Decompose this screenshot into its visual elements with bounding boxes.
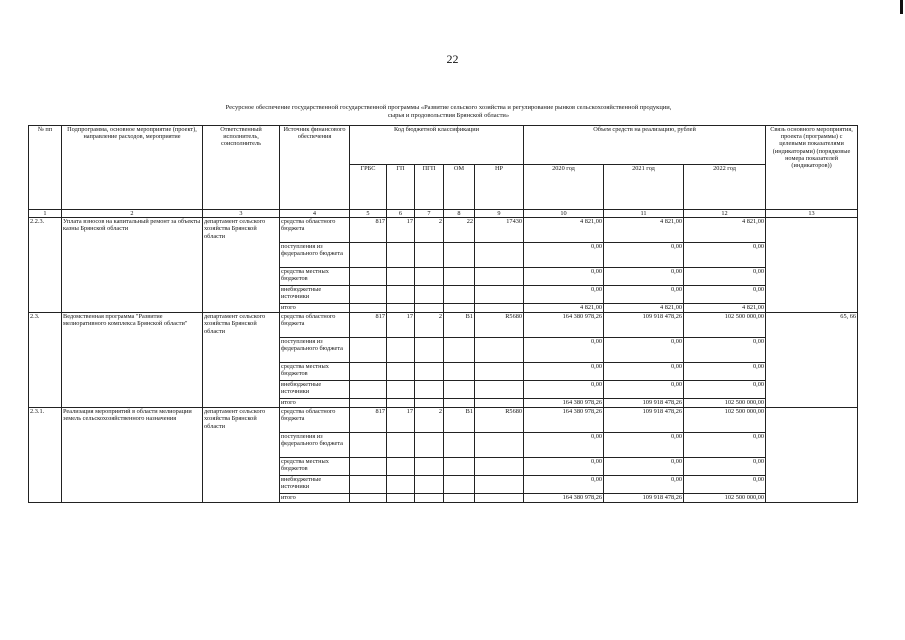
gp-code	[387, 304, 415, 313]
pgp-code: 2	[415, 313, 444, 338]
om-code	[444, 304, 475, 313]
amount-2020: 0,00	[524, 458, 604, 476]
om-code	[444, 458, 475, 476]
header-num: № пп	[29, 126, 62, 210]
om-code	[444, 476, 475, 494]
funding-source: средства областного бюджета	[280, 218, 350, 243]
grbs-code	[350, 338, 387, 363]
om-code: В1	[444, 408, 475, 433]
amount-2020: 0,00	[524, 338, 604, 363]
om-code	[444, 268, 475, 286]
indicator-link	[766, 408, 858, 503]
funding-source: средства местных бюджетов	[280, 363, 350, 381]
header-gp: ГП	[387, 165, 415, 210]
grbs-code	[350, 494, 387, 503]
header-indicator-link: Связь основного мероприятия, проекта (программы) с целевыми показателями (индикаторами) (порядковые номера показателей (индикаторов))	[766, 126, 858, 210]
amount-2021: 4 821,00	[604, 304, 684, 313]
caption-line-1: Ресурсное обеспечение государственной государственной программы «Развитие сельского хозяйства и регулирование рынков сельскохозяйственной продукции,	[225, 104, 672, 111]
grbs-code: 817	[350, 218, 387, 243]
executor: департамент сельского хозяйства Брянской области	[203, 313, 280, 408]
om-code	[444, 243, 475, 268]
grbs-code	[350, 304, 387, 313]
amount-2021: 0,00	[604, 433, 684, 458]
om-code: В1	[444, 313, 475, 338]
column-number: 13	[766, 210, 858, 218]
amount-2022: 0,00	[684, 433, 766, 458]
gp-code: 17	[387, 408, 415, 433]
column-number-row	[29, 210, 858, 218]
grbs-code	[350, 433, 387, 458]
grbs-code	[350, 363, 387, 381]
funding-source: итого	[280, 304, 350, 313]
grbs-code	[350, 458, 387, 476]
row-number: 2.3.1.	[29, 408, 62, 503]
amount-2022: 102 500 000,00	[684, 494, 766, 503]
gp-code	[387, 433, 415, 458]
gp-code	[387, 476, 415, 494]
column-number: 6	[387, 210, 415, 218]
header-om: ОМ	[444, 165, 475, 210]
funding-source: поступления из федерального бюджета	[280, 243, 350, 268]
row-number: 2.2.3.	[29, 218, 62, 313]
np-code	[475, 433, 524, 458]
amount-2020: 0,00	[524, 381, 604, 399]
np-code: R5680	[475, 408, 524, 433]
np-code	[475, 399, 524, 408]
pgp-code	[415, 363, 444, 381]
header-np: НР	[475, 165, 524, 210]
amount-2022: 102 500 000,00	[684, 408, 766, 433]
gp-code	[387, 458, 415, 476]
header-funds: Объем средств на реализацию, рублей	[524, 126, 766, 165]
indicator-link	[766, 218, 858, 313]
table-row	[29, 408, 858, 433]
gp-code	[387, 494, 415, 503]
funding-source: внебюджетные источники	[280, 476, 350, 494]
np-code	[475, 494, 524, 503]
gp-code	[387, 286, 415, 304]
om-code	[444, 363, 475, 381]
gp-code	[387, 399, 415, 408]
caption-line-2: сырья и продовольствия Брянской области»	[387, 112, 510, 119]
header-2021: 2021 год	[604, 165, 684, 210]
grbs-code: 817	[350, 313, 387, 338]
amount-2021: 0,00	[604, 381, 684, 399]
table-row	[29, 218, 858, 243]
amount-2020: 164 380 978,26	[524, 313, 604, 338]
pgp-code: 2	[415, 408, 444, 433]
np-code	[475, 286, 524, 304]
amount-2020: 0,00	[524, 286, 604, 304]
table-row	[29, 313, 858, 338]
program-name: Реализация мероприятий в области мелиорации земель сельскохозяйственного назначения	[62, 408, 203, 503]
pgp-code	[415, 433, 444, 458]
amount-2021: 0,00	[604, 476, 684, 494]
funding-source: итого	[280, 494, 350, 503]
om-code	[444, 286, 475, 304]
amount-2020: 0,00	[524, 433, 604, 458]
table-body	[29, 218, 858, 503]
column-number: 5	[350, 210, 387, 218]
amount-2021: 0,00	[604, 363, 684, 381]
amount-2022: 102 500 000,00	[684, 399, 766, 408]
amount-2021: 0,00	[604, 458, 684, 476]
np-code	[475, 304, 524, 313]
amount-2020: 4 821,00	[524, 218, 604, 243]
np-code: R5680	[475, 313, 524, 338]
funding-source: средства областного бюджета	[280, 408, 350, 433]
amount-2022: 4 821,00	[684, 304, 766, 313]
om-code	[444, 338, 475, 363]
header-2020: 2020 год	[524, 165, 604, 210]
table-caption	[28, 104, 869, 120]
amount-2022: 0,00	[684, 363, 766, 381]
funding-source: поступления из федерального бюджета	[280, 338, 350, 363]
grbs-code	[350, 243, 387, 268]
header-grbs: ГРБС	[350, 165, 387, 210]
amount-2022: 4 821,00	[684, 218, 766, 243]
funding-source: поступления из федерального бюджета	[280, 433, 350, 458]
gp-code	[387, 338, 415, 363]
np-code	[475, 476, 524, 494]
grbs-code	[350, 268, 387, 286]
program-name: Ведомственная программа "Развитие мелиоративного комплекса Брянской области"	[62, 313, 203, 408]
pgp-code	[415, 458, 444, 476]
column-number: 2	[62, 210, 203, 218]
np-code	[475, 268, 524, 286]
amount-2020: 164 380 978,26	[524, 408, 604, 433]
grbs-code	[350, 476, 387, 494]
gp-code	[387, 363, 415, 381]
funding-source: средства областного бюджета	[280, 313, 350, 338]
header-executor: Ответственный исполнитель, соисполнитель	[203, 126, 280, 210]
amount-2022: 0,00	[684, 268, 766, 286]
header-program: Подпрограмма, основное мероприятие (проект), направление расходов, мероприятие	[62, 126, 203, 210]
amount-2020: 4 821,00	[524, 304, 604, 313]
executor: департамент сельского хозяйства Брянской области	[203, 218, 280, 313]
grbs-code	[350, 399, 387, 408]
executor: департамент сельского хозяйства Брянской области	[203, 408, 280, 503]
funding-source: внебюджетные источники	[280, 286, 350, 304]
pgp-code	[415, 381, 444, 399]
pgp-code: 2	[415, 218, 444, 243]
pgp-code	[415, 286, 444, 304]
gp-code	[387, 268, 415, 286]
amount-2021: 4 821,00	[604, 218, 684, 243]
amount-2022: 0,00	[684, 286, 766, 304]
amount-2021: 109 918 478,26	[604, 494, 684, 503]
amount-2022: 0,00	[684, 338, 766, 363]
funding-source: средства местных бюджетов	[280, 268, 350, 286]
om-code	[444, 381, 475, 399]
om-code	[444, 494, 475, 503]
pgp-code	[415, 476, 444, 494]
np-code: 17430	[475, 218, 524, 243]
header-source: Источник финансового обеспечения	[280, 126, 350, 210]
amount-2022: 0,00	[684, 476, 766, 494]
grbs-code	[350, 286, 387, 304]
column-number: 8	[444, 210, 475, 218]
amount-2021: 109 918 478,26	[604, 408, 684, 433]
funding-source: средства местных бюджетов	[280, 458, 350, 476]
pgp-code	[415, 268, 444, 286]
column-number: 11	[604, 210, 684, 218]
grbs-code: 817	[350, 408, 387, 433]
amount-2022: 0,00	[684, 243, 766, 268]
column-number: 1	[29, 210, 62, 218]
resource-table	[28, 125, 858, 503]
np-code	[475, 338, 524, 363]
amount-2022: 102 500 000,00	[684, 313, 766, 338]
np-code	[475, 458, 524, 476]
gp-code: 17	[387, 218, 415, 243]
amount-2020: 0,00	[524, 243, 604, 268]
amount-2022: 0,00	[684, 458, 766, 476]
scan-edge-mark	[900, 0, 903, 14]
om-code	[444, 433, 475, 458]
np-code	[475, 381, 524, 399]
pgp-code	[415, 494, 444, 503]
funding-source: итого	[280, 399, 350, 408]
amount-2020: 164 380 978,26	[524, 494, 604, 503]
amount-2020: 164 380 978,26	[524, 399, 604, 408]
column-number: 10	[524, 210, 604, 218]
gp-code	[387, 381, 415, 399]
amount-2021: 109 918 478,26	[604, 399, 684, 408]
column-number: 7	[415, 210, 444, 218]
column-number: 9	[475, 210, 524, 218]
indicator-link: 65, 66	[766, 313, 858, 408]
header-pgp: ПГП	[415, 165, 444, 210]
program-name: Уплата взносов на капитальный ремонт за объекты казны Брянской области	[62, 218, 203, 313]
amount-2022: 0,00	[684, 381, 766, 399]
pgp-code	[415, 399, 444, 408]
amount-2021: 109 918 478,26	[604, 313, 684, 338]
header-2022: 2022 год	[684, 165, 766, 210]
amount-2021: 0,00	[604, 286, 684, 304]
funding-source: внебюджетные источники	[280, 381, 350, 399]
pgp-code	[415, 338, 444, 363]
row-number: 2.3.	[29, 313, 62, 408]
column-number: 12	[684, 210, 766, 218]
amount-2021: 0,00	[604, 338, 684, 363]
pgp-code	[415, 304, 444, 313]
amount-2020: 0,00	[524, 363, 604, 381]
page-number: 22	[446, 52, 459, 66]
gp-code: 17	[387, 313, 415, 338]
np-code	[475, 363, 524, 381]
om-code: 22	[444, 218, 475, 243]
np-code	[475, 243, 524, 268]
pgp-code	[415, 243, 444, 268]
grbs-code	[350, 381, 387, 399]
header-budget-code: Код бюджетной классификации	[350, 126, 524, 165]
amount-2020: 0,00	[524, 476, 604, 494]
gp-code	[387, 243, 415, 268]
om-code	[444, 399, 475, 408]
amount-2020: 0,00	[524, 268, 604, 286]
column-number: 4	[280, 210, 350, 218]
amount-2021: 0,00	[604, 268, 684, 286]
amount-2021: 0,00	[604, 243, 684, 268]
column-number: 3	[203, 210, 280, 218]
